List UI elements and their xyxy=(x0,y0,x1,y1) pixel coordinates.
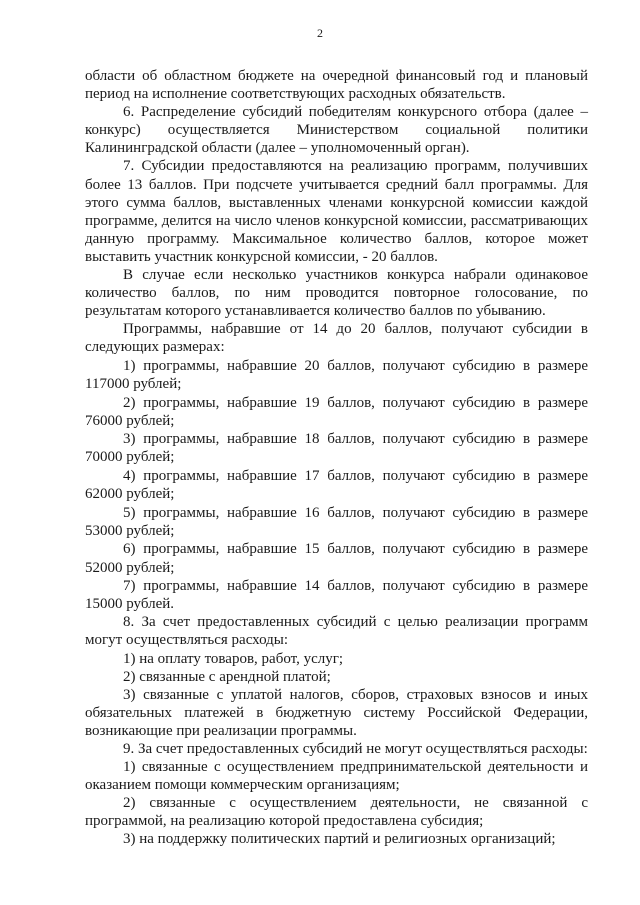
paragraph-item-7: 7. Субсидии предоставляются на реализацию программ, получивших более 13 баллов. При подсчете учитывается средний балл программы. Для этого сумма баллов, выставленных членами конкурсной комиссии каждой программе, делится на число членов конкурсной комиссии, рассматривающих данную программу. Максимальное количество баллов, которое может выставить участник конкурсной комиссии, - 20 баллов. xyxy=(85,158,588,265)
list-item-subsidy-20: 1) программы, набравшие 20 баллов, получают субсидию в размере 117000 рублей; xyxy=(85,358,588,393)
list-item-allowed-expense-3: 3) связанные с уплатой налогов, сборов, страховых взносов и иных обязательных платежей в бюджетную систему Российской Федерации, возникающие при реализации программы. xyxy=(85,686,588,739)
list-item-subsidy-17: 4) программы, набравшие 17 баллов, получают субсидию в размере 62000 рублей; xyxy=(85,468,588,503)
list-item-subsidy-15: 6) программы, набравшие 15 баллов, получают субсидию в размере 52000 рублей; xyxy=(85,541,588,576)
list-item-subsidy-18: 3) программы, набравшие 18 баллов, получают субсидию в размере 70000 рублей; xyxy=(85,431,588,466)
paragraph-item-8: 8. За счет предоставленных субсидий с целью реализации программ могут осуществляться расходы: xyxy=(85,614,588,649)
paragraph-tie-rule: В случае если несколько участников конкурса набрали одинаковое количество баллов, по ним проводится повторное голосование, по результатам которого устанавливается количество баллов по убыванию. xyxy=(85,267,588,320)
list-item-forbidden-expense-3: 3) на поддержку политических партий и религиозных организаций; xyxy=(123,831,556,848)
paragraph-continuation: области об областном бюджете на очередной финансовый год и плановый период на исполнение соответствующих расходных обязательств. xyxy=(85,68,588,103)
paragraph-item-6: 6. Распределение субсидий победителям конкурсного отбора (далее – конкурс) осуществляется Министерством социальной политики Калининградской области (далее – уполномоченный орган). xyxy=(85,104,588,157)
list-item-subsidy-16: 5) программы, набравшие 16 баллов, получают субсидию в размере 53000 рублей; xyxy=(85,504,588,539)
list-item-allowed-expense-2: 2) связанные с арендной платой; xyxy=(123,668,331,685)
page-number: 2 xyxy=(317,26,323,40)
list-item-forbidden-expense-1: 1) связанные с осуществлением предпринимательской деятельности и оказанием помощи коммерческим организациям; xyxy=(85,759,588,794)
list-item-allowed-expense-1: 1) на оплату товаров, работ, услуг; xyxy=(123,650,344,667)
paragraph-subsidy-intro: Программы, набравшие от 14 до 20 баллов, получают субсидии в следующих размерах: xyxy=(85,321,588,356)
paragraph-item-9: 9. За счет предоставленных субсидий не могут осуществляться расходы: xyxy=(123,740,588,757)
list-item-subsidy-19: 2) программы, набравшие 19 баллов, получают субсидию в размере 76000 рублей; xyxy=(85,394,588,429)
list-item-forbidden-expense-2: 2) связанные с осуществлением деятельности, не связанной с программой, на реализацию которой предоставлена субсидия; xyxy=(85,795,588,830)
document-body xyxy=(85,67,588,849)
list-item-subsidy-14: 7) программы, набравшие 14 баллов, получают субсидию в размере 15000 рублей. xyxy=(85,578,588,613)
